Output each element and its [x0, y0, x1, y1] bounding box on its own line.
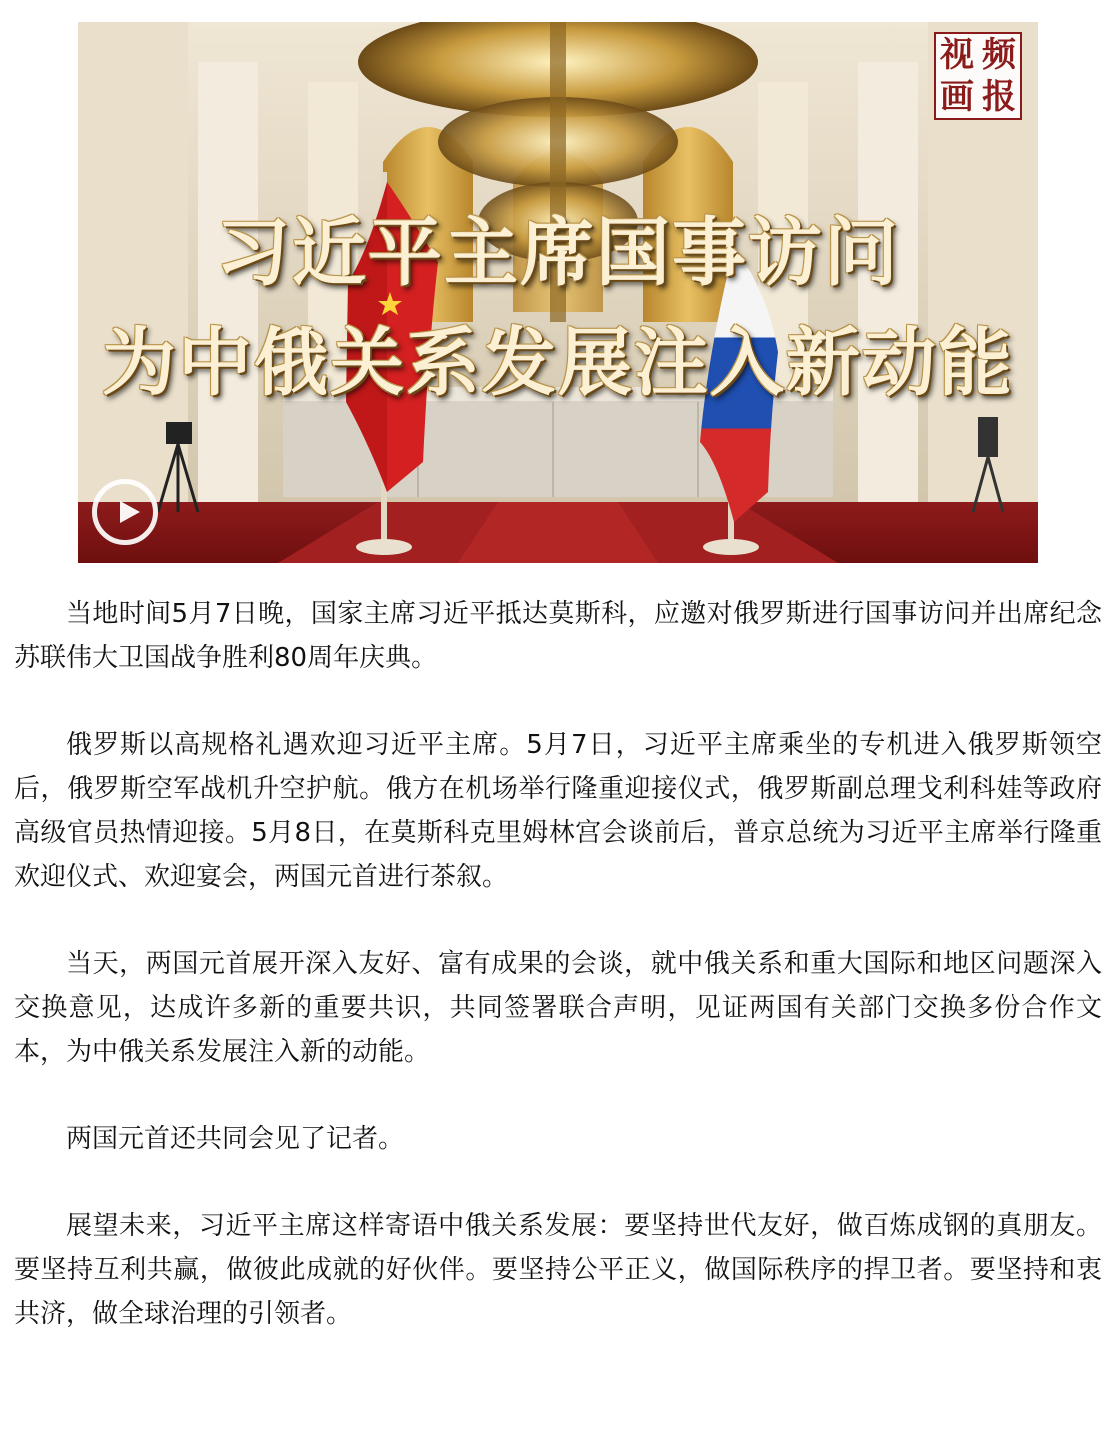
video-title-line1: 习近平主席国事访问 [216, 210, 900, 296]
logo-char: 频 [982, 35, 1016, 75]
video-title-line2: 为中俄关系发展注入新动能 [102, 320, 1014, 406]
article-paragraph: 当地时间5月7日晚，国家主席习近平抵达莫斯科，应邀对俄罗斯进行国事访问并出席纪念苏联伟大卫国战争胜利80周年庆典。 [14, 599, 1102, 673]
article-paragraph: 当天，两国元首展开深入友好、富有成果的会谈，就中俄关系和重大国际和地区问题深入交换意见，达成许多新的重要共识，共同签署联合声明，见证两国有关部门交换多份合作文本，为中俄关系发展注入新的动能。 [14, 949, 1102, 1067]
article-paragraph: 两国元首还共同会见了记者。 [66, 1124, 405, 1154]
play-circle-icon[interactable] [92, 479, 158, 545]
article-body [14, 592, 1102, 1379]
article-paragraph: 俄罗斯以高规格礼遇欢迎习近平主席。5月7日，习近平主席乘坐的专机进入俄罗斯领空后，俄罗斯空军战机升空护航。俄方在机场举行隆重迎接仪式，俄罗斯副总理戈利科娃等政府高级官员热情迎接。5月8日，在莫斯科克里姆林宫会谈前后，普京总统为习近平主席举行隆重欢迎仪式、欢迎宴会，两国元首进行茶叙。 [14, 730, 1102, 892]
logo-char: 画 [940, 77, 974, 117]
logo-char: 报 [982, 77, 1016, 117]
video-pictorial-logo [934, 32, 1022, 120]
article-paragraph: 展望未来，习近平主席这样寄语中俄关系发展：要坚持世代友好，做百炼成钢的真朋友。要坚持互利共赢，做彼此成就的好伙伴。要坚持公平正义，做国际秩序的捍卫者。要坚持和衷共济，做全球治理的引领者。 [14, 1211, 1102, 1329]
logo-char: 视 [940, 35, 974, 75]
video-cover[interactable] [78, 22, 1038, 563]
